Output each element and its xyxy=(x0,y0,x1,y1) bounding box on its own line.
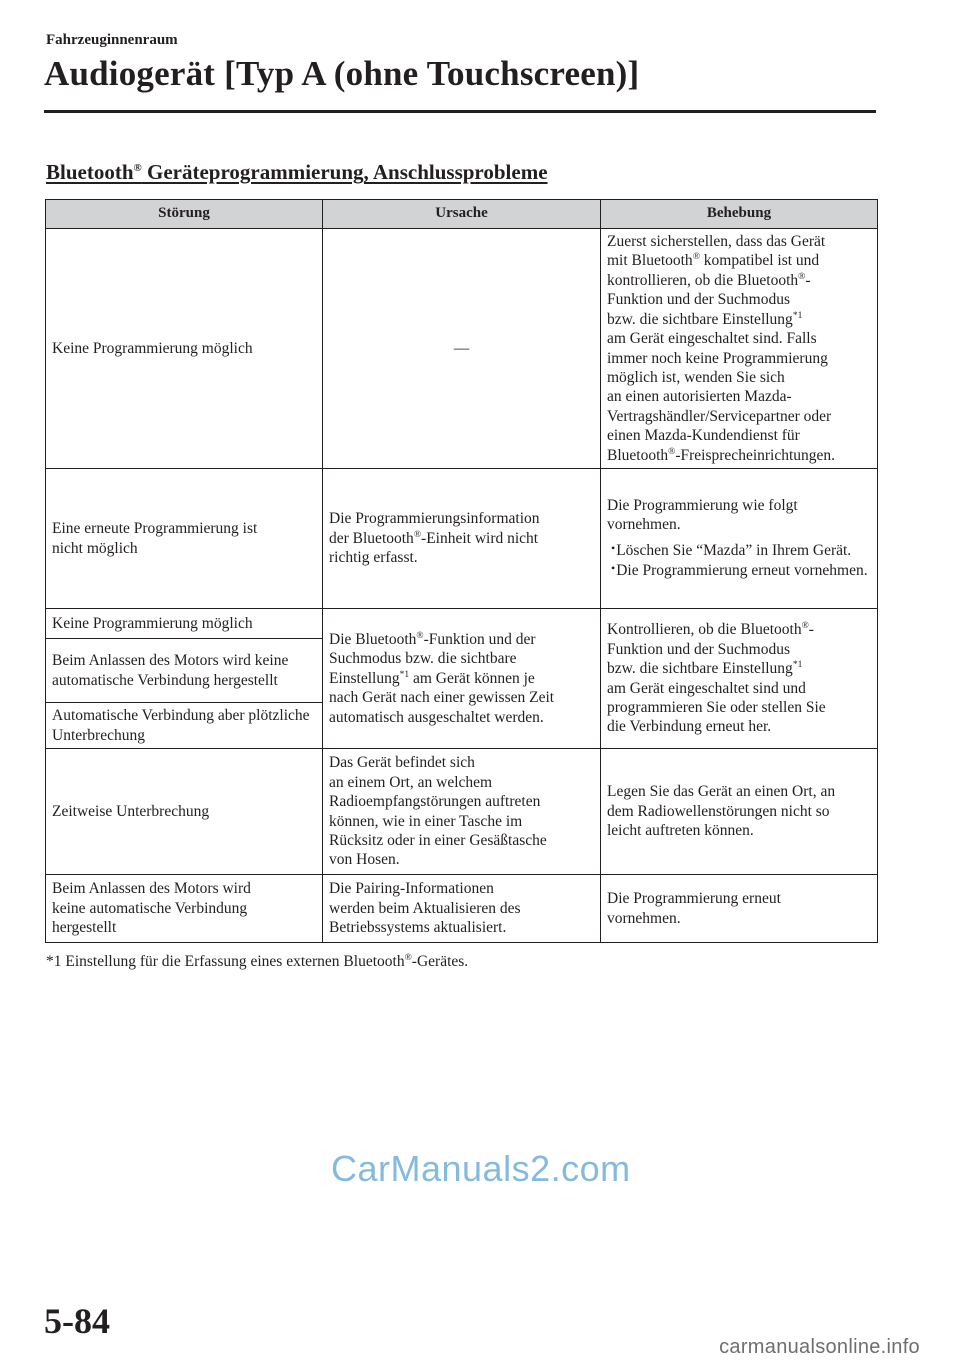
remedy-cell: Legen Sie das Gerät an einen Ort, an dem Radiowellenstörungen nicht so leicht auftreten können. xyxy=(601,749,878,875)
column-header-remedy: Behebung xyxy=(601,200,878,229)
remedy-cell: Zuerst sicherstellen, dass das Gerät mit Bluetooth® kompatibel ist und kontrollieren, ob die Bluetooth®- Funktion und der Suchmodus bzw. die sichtbare Einstellung$^{*1}$ am Gerät eingeschaltet sind. Falls immer noch keine Programmierung möglich ist, wenden Sie sich an einen autorisierten Mazda- Vertragshändler/Servicepartner oder einen Mazda-Kundendienst für Bluetooth®-Freisprecheinrichtungen. xyxy=(601,229,878,469)
footer-site-link[interactable]: carmanualsonline.info xyxy=(719,1336,920,1358)
footnote: *1 Einstellung für die Erfassung eines externen Bluetooth®-Gerätes. xyxy=(46,952,469,970)
table-row xyxy=(46,469,878,609)
problem-cell: Eine erneute Programmierung ist nicht möglich xyxy=(46,469,323,609)
remedy-cell: Kontrollieren, ob die Bluetooth®- Funktion und der Suchmodus bzw. die sichtbare Einstellung$^{*1}$ am Gerät eingeschaltet sind und programmieren Sie oder stellen Sie die Verbindung erneut her. xyxy=(601,609,878,749)
page-number: 5-84 xyxy=(44,1301,110,1341)
cause-cell: Das Gerät befindet sich an einem Ort, an welchem Radioempfangstörungen auftreten können, wie in einer Tasche im Rücksitz oder in einer Gesäßtasche von Hosen. xyxy=(323,749,601,875)
remedy-cell: Die Programmierung wie folgt vornehmen. • Löschen Sie “Mazda” in Ihrem Gerät. • Die Programmierung erneut vornehmen. xyxy=(601,469,878,609)
table-header-row xyxy=(46,200,878,229)
cause-cell: Die Programmierungsinformation der Bluetooth®-Einheit wird nicht richtig erfasst. xyxy=(323,469,601,609)
section-label: Fahrzeuginnenraum xyxy=(46,32,178,48)
cause-cell: Die Bluetooth®-Funktion und der Suchmodus bzw. die sichtbare Einstellung$^{*1}$ am Gerät können je nach Gerät nach einer gewissen Zeit automatisch ausgeschaltet werden. xyxy=(323,609,601,749)
problem-cell: Keine Programmierung möglich xyxy=(46,229,323,469)
problem-cell: Keine Programmierung möglich xyxy=(46,609,323,639)
troubleshooting-table xyxy=(45,199,878,943)
problem-cell: Beim Anlassen des Motors wird keine automatische Verbindung hergestellt xyxy=(46,639,323,703)
column-header-problem: Störung xyxy=(46,200,323,229)
table-row xyxy=(46,609,878,639)
section-heading: Bluetooth® Geräteprogrammierung, Anschlussprobleme xyxy=(46,160,548,184)
cause-cell: Die Pairing-Informationen werden beim Aktualisieren des Betriebssystems aktualisiert. xyxy=(323,875,601,943)
table-row xyxy=(46,749,878,875)
problem-cell: Zeitweise Unterbrechung xyxy=(46,749,323,875)
problem-cell: Automatische Verbindung aber plötzliche Unterbrechung xyxy=(46,703,323,749)
problem-cell: Beim Anlassen des Motors wird keine automatische Verbindung hergestellt xyxy=(46,875,323,943)
cause-cell: — xyxy=(323,229,601,469)
watermark-logo: CarManuals2.com xyxy=(331,1148,631,1189)
table-row xyxy=(46,229,878,469)
bullet-item: • Die Programmierung erneut vornehmen. xyxy=(607,561,871,581)
bullet-item: • Löschen Sie “Mazda” in Ihrem Gerät. xyxy=(607,541,871,561)
remedy-cell: Die Programmierung erneut vornehmen. xyxy=(601,875,878,943)
title-rule xyxy=(44,110,876,113)
column-header-cause: Ursache xyxy=(323,200,601,229)
table-row xyxy=(46,875,878,943)
chapter-title: Audiogerät [Typ A (ohne Touchscreen)] xyxy=(44,54,640,93)
